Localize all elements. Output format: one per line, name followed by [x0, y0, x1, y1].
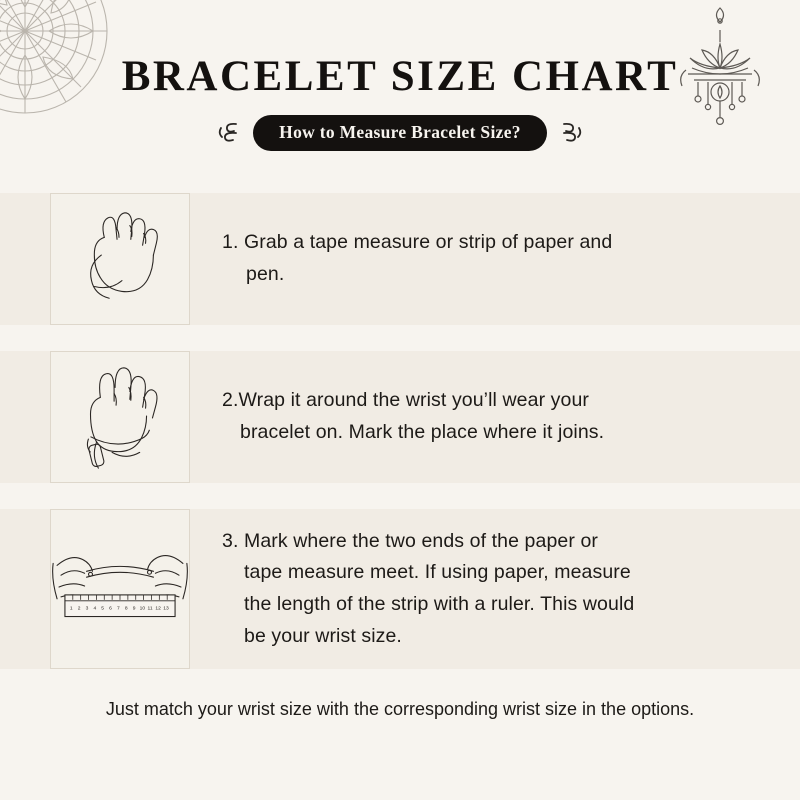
flourish-right-icon	[559, 120, 585, 146]
svg-text:8: 8	[124, 606, 128, 612]
hand-with-tape-around-wrist-illustration	[61, 358, 179, 476]
svg-text:13: 13	[163, 606, 169, 612]
svg-text:5: 5	[101, 606, 105, 612]
svg-text:11: 11	[147, 606, 153, 612]
page-title: BRACELET SIZE CHART	[121, 53, 679, 100]
step-2-line-2: bracelet on. Mark the place where it joins.	[240, 421, 605, 443]
step-3-line-2: tape measure meet. If using paper, measure	[244, 561, 631, 584]
step-band	[0, 193, 800, 325]
svg-text:9: 9	[132, 606, 136, 612]
step-2-thumbnail	[50, 351, 190, 483]
step-band	[0, 351, 800, 483]
step-1-line-2: pen.	[246, 263, 285, 285]
flourish-left-icon	[215, 120, 241, 146]
lotus-ornament	[672, 4, 768, 144]
step-3-thumbnail	[50, 509, 190, 669]
footer-note: Just match your wrist size with the corresponding wrist size in the options.	[105, 699, 695, 719]
step-3-text	[190, 526, 800, 652]
step-1-text	[190, 227, 800, 290]
svg-text:1: 1	[69, 606, 73, 612]
mandala-corner-ornament	[0, 0, 110, 116]
step-1-thumbnail	[50, 193, 190, 325]
svg-text:4: 4	[93, 606, 97, 612]
step-item	[0, 351, 800, 483]
step-1-line-1: 1. Grab a tape measure or strip of paper and	[222, 231, 613, 254]
step-band	[0, 509, 800, 669]
svg-text:7: 7	[117, 606, 120, 612]
steps-list	[0, 193, 800, 669]
svg-text:12: 12	[155, 606, 161, 612]
subtitle-pill: How to Measure Bracelet Size?	[253, 115, 547, 151]
step-3-line-1: 3. Mark where the two ends of the paper or	[222, 529, 598, 552]
hands-measuring-strip-with-ruler-illustration	[51, 530, 189, 648]
svg-text:3: 3	[85, 606, 89, 612]
step-3-line-3: the length of the strip with a ruler. This would	[244, 593, 635, 615]
hand-holding-tape-measure-illustration	[61, 204, 179, 314]
svg-text:6: 6	[109, 606, 112, 612]
step-2-text	[190, 385, 800, 448]
svg-text:2: 2	[77, 606, 81, 612]
step-item	[0, 509, 800, 669]
step-item	[0, 193, 800, 325]
ruler-graphic	[65, 595, 175, 617]
step-3-line-4: be your wrist size.	[244, 624, 402, 647]
svg-text:10: 10	[139, 606, 146, 612]
step-2-line-1: 2.Wrap it around the wrist you’ll wear your	[222, 389, 590, 412]
